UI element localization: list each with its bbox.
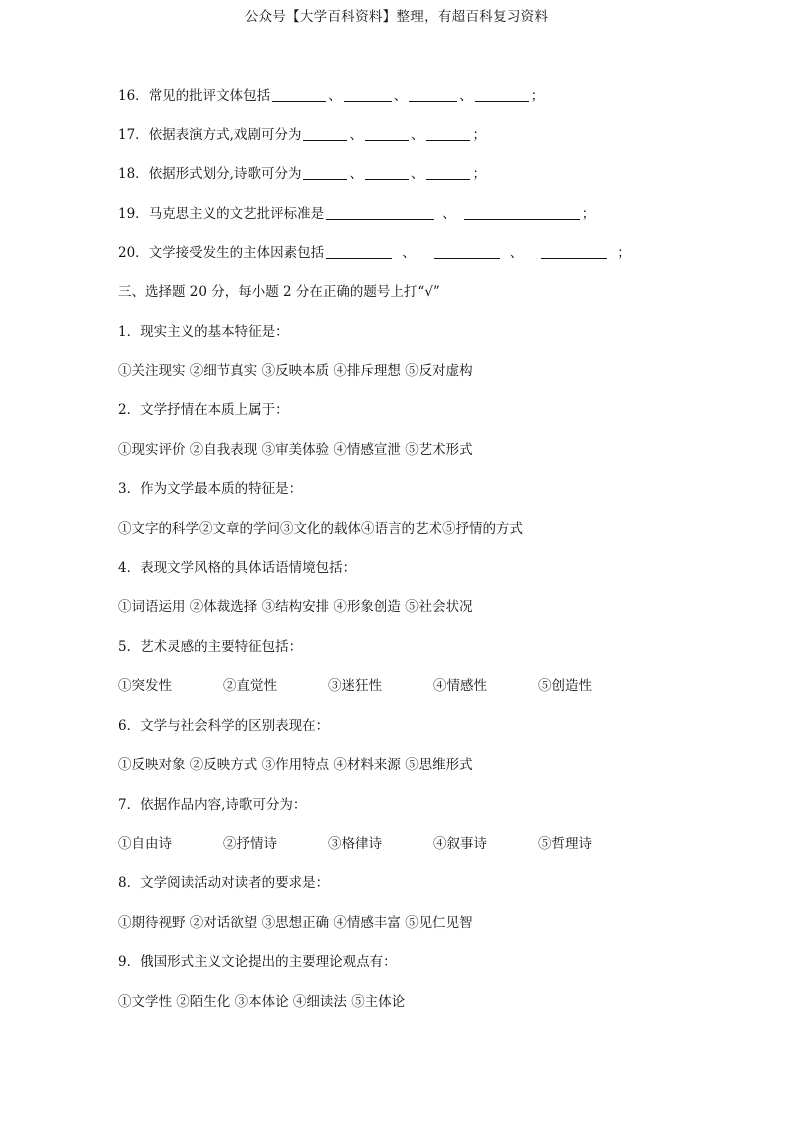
options-9 — [118, 993, 405, 1011]
options-3 — [118, 520, 523, 538]
separator: ； — [472, 166, 486, 182]
answer-blank — [344, 88, 392, 102]
item-number: 19． — [118, 206, 149, 222]
separator: 、 — [459, 88, 473, 104]
separator: 、 — [442, 206, 456, 222]
separator: 、 — [402, 245, 416, 261]
item-text: 常见的批评文体包括 — [148, 88, 271, 104]
separator: ； — [581, 206, 596, 222]
option[interactable]: ③反映本质 — [261, 363, 330, 379]
question-3: 3．作为文学最本质的特征是： — [118, 481, 303, 497]
question-4: 4．表现文学风格的具体话语情境包括： — [118, 560, 357, 576]
separator: 、 — [349, 127, 363, 143]
option[interactable]: ④情感宣泄 — [333, 442, 401, 458]
item-text: 马克思主义的文艺批评标准是 — [148, 206, 325, 222]
item-text: 依据形式划分,诗歌可分为 — [148, 166, 302, 182]
answer-blank — [464, 206, 580, 220]
option[interactable]: ④细读法 — [292, 994, 347, 1010]
separator: 、 — [410, 166, 425, 182]
option[interactable]: ①文学性 — [118, 994, 172, 1010]
item-text: 依据表演方式,戏剧可分为 — [148, 127, 302, 143]
options-8 — [118, 914, 473, 932]
answer-blank — [541, 245, 607, 259]
option[interactable]: ②抒情诗 — [223, 836, 277, 852]
option[interactable]: ④排斥理想 — [333, 363, 401, 379]
option[interactable]: ③迷狂性 — [328, 678, 382, 694]
option[interactable]: ①词语运用 — [118, 599, 186, 615]
option[interactable]: ④材料来源 — [333, 757, 401, 773]
fill-in-item-20 — [118, 244, 631, 262]
option[interactable]: ③思想正确 — [261, 915, 330, 931]
options-5 — [118, 677, 592, 695]
page-header: 公众号【大学百科资料】整理，有超百科复习资料 — [244, 9, 549, 25]
answer-blank — [326, 245, 392, 259]
options-1 — [118, 362, 473, 380]
separator: 、 — [328, 88, 342, 104]
option[interactable]: ⑤创造性 — [538, 678, 592, 694]
option[interactable]: ③结构安排 — [261, 599, 330, 615]
options-4 — [118, 598, 473, 616]
option[interactable]: ④语言的艺术 — [361, 521, 442, 537]
separator: ； — [472, 127, 486, 143]
option[interactable]: ④情感性 — [433, 678, 487, 694]
answer-blank — [326, 206, 434, 220]
separator: 、 — [410, 127, 425, 143]
answer-blank — [409, 88, 457, 102]
answer-blank — [426, 166, 470, 180]
question-6: 6．文学与社会科学的区别表现在： — [118, 718, 330, 734]
option[interactable]: ⑤哲理诗 — [538, 836, 592, 852]
option[interactable]: ⑤抒情的方式 — [442, 521, 523, 537]
question-1: 1．现实主义的基本特征是： — [118, 324, 289, 340]
option[interactable]: ⑤反对虚构 — [405, 363, 473, 379]
option[interactable]: ③作用特点 — [261, 757, 330, 773]
answer-blank — [426, 127, 470, 141]
item-number: 18． — [118, 166, 149, 182]
options-7 — [118, 835, 592, 853]
option[interactable]: ②体裁选择 — [189, 599, 258, 615]
item-text: 文学接受发生的主体因素包括 — [148, 245, 325, 261]
question-9: 9．俄国形式主义文论提出的主要理论观点有： — [118, 954, 397, 970]
option[interactable]: ②对话欲望 — [189, 915, 258, 931]
question-2: 2．文学抒情在本质上属于： — [118, 402, 289, 418]
separator: ； — [530, 88, 545, 104]
option[interactable]: ②直觉性 — [223, 678, 277, 694]
option[interactable]: ①现实评价 — [118, 442, 186, 458]
options-6 — [118, 756, 473, 774]
item-number: 16． — [118, 88, 149, 104]
option[interactable]: ⑤艺术形式 — [405, 442, 473, 458]
option[interactable]: ①自由诗 — [118, 836, 172, 852]
separator: 、 — [393, 88, 408, 104]
answer-blank — [303, 166, 347, 180]
option[interactable]: ②自我表现 — [189, 442, 258, 458]
answer-blank — [303, 127, 347, 141]
option[interactable]: ④情感丰富 — [333, 915, 401, 931]
item-number: 17． — [118, 127, 149, 143]
fill-in-item-17 — [118, 126, 486, 144]
option[interactable]: ②文章的学问 — [199, 521, 280, 537]
option[interactable]: ①文字的科学 — [118, 521, 199, 537]
question-8: 8．文学阅读活动对读者的要求是： — [118, 875, 330, 891]
question-7: 7．依据作品内容,诗歌可分为： — [118, 797, 307, 813]
separator: 、 — [349, 166, 363, 182]
option[interactable]: ②细节真实 — [189, 363, 258, 379]
section-title: 三、选择题 20 分，每小题 2 分在正确的题号上打“√” — [118, 284, 440, 300]
option[interactable]: ①突发性 — [118, 678, 172, 694]
answer-blank — [434, 245, 500, 259]
option[interactable]: ④形象创造 — [333, 599, 401, 615]
question-5: 5．艺术灵感的主要特征包括： — [118, 639, 303, 655]
option[interactable]: ②反映方式 — [189, 757, 258, 773]
answer-blank — [475, 88, 529, 102]
fill-in-item-16 — [118, 87, 544, 105]
option[interactable]: ⑤主体论 — [351, 994, 406, 1010]
separator: 、 — [509, 245, 524, 261]
option[interactable]: ①关注现实 — [118, 363, 186, 379]
answer-blank — [365, 166, 409, 180]
option[interactable]: ④叙事诗 — [433, 836, 487, 852]
option[interactable]: ①期待视野 — [118, 915, 186, 931]
option[interactable]: ⑤见仁见智 — [405, 915, 473, 931]
options-2 — [118, 441, 473, 459]
answer-blank — [365, 127, 409, 141]
option[interactable]: ③格律诗 — [328, 836, 382, 852]
option[interactable]: ②陌生化 — [176, 994, 231, 1010]
item-number: 20． — [118, 245, 149, 261]
option[interactable]: ③文化的载体 — [280, 521, 361, 537]
option[interactable]: ③审美体验 — [261, 442, 330, 458]
option[interactable]: ⑤社会状况 — [405, 599, 473, 615]
separator: ； — [617, 245, 631, 261]
fill-in-item-19 — [118, 205, 595, 223]
fill-in-item-18 — [118, 165, 486, 183]
option[interactable]: ③本体论 — [234, 994, 289, 1010]
answer-blank — [272, 88, 326, 102]
option[interactable]: ①反映对象 — [118, 757, 186, 773]
option[interactable]: ⑤思维形式 — [405, 757, 473, 773]
